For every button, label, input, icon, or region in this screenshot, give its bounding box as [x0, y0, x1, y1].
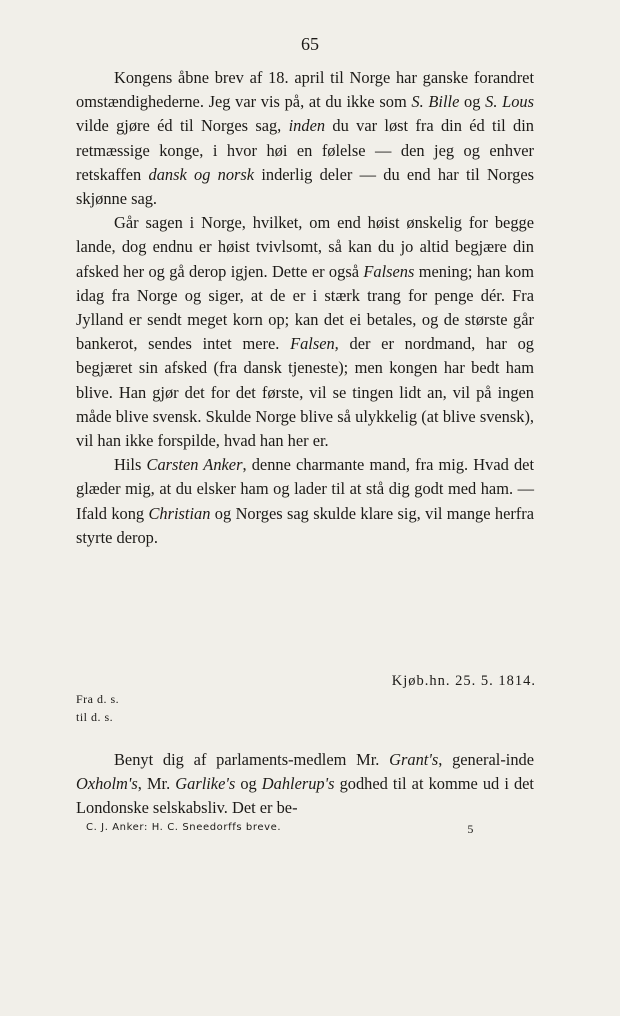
paragraph: [76, 211, 534, 453]
sheet-signature: 5: [467, 822, 474, 836]
page-footer: [86, 822, 474, 836]
text-run: godhed til at komme ud i det Londonske selskabsliv. Det er be-: [76, 774, 534, 818]
sender-note: [76, 690, 119, 726]
text-run: inderlig deler — du end har til Norges skjønne sag.: [76, 164, 534, 209]
text-run: og: [459, 92, 486, 112]
text-run: Går sagen i Norge, hvilket, om end høist ønskelig for begge lande, dog endnu er høist tvivlsomt, så kan du jo altid begjære din afsked her og gå derop igjen. Dette er også: [76, 213, 534, 281]
text-run: du var løst fra din éd til din retmæssige konge, i hvor høi en følelse — den jeg og enhver retskaffen: [76, 116, 534, 184]
paragraph: [76, 453, 534, 550]
italic-phrase: inden: [288, 116, 326, 136]
text-run: , general-inde: [438, 750, 534, 769]
italic-phrase: S. Lous: [485, 92, 534, 112]
italic-phrase: S. Bille: [411, 92, 460, 112]
text-run: Hils: [114, 455, 147, 475]
paragraph: [76, 66, 534, 211]
text-run: og Norges sag skulde klare sig, vil mange herfra styrte derop.: [76, 503, 534, 547]
text-run: , Mr.: [137, 774, 176, 794]
italic-phrase: dansk og norsk: [148, 164, 255, 184]
text-run: Kongens åbne brev af 18. april til Norge har ganske forandret omstændighederne. Jeg var vis på, at du ikke som: [76, 68, 534, 112]
italic-phrase: Falsens: [363, 261, 415, 281]
text-run: mening; han kom idag fra Norge og siger, at de er i stærk trang for penge dér. Fra Jylland er sendt meget korn op; kan det ei betales, og de største går bankerot, sendes intet mere.: [76, 261, 534, 354]
letter-body: [76, 66, 534, 550]
text-run: vilde gjøre éd til Norges sag,: [76, 116, 289, 136]
italic-phrase: Falsen,: [290, 334, 339, 354]
italic-phrase: Oxholm's: [76, 774, 138, 794]
italic-phrase: Christian: [148, 503, 211, 523]
italic-phrase: Carsten Anker: [146, 455, 243, 475]
text-run: der er nordmand, har og begjæret sin afsked (fra dansk tjeneste); men kongen har bedt ham blive. Han gjør det for det første, vil se tingen lidt an, vil på ingen måde blive svensk. Skulde Norge blive så ulykkelig (at blive svensk), vil han ikke forspilde, hvad han her er.: [76, 334, 534, 451]
italic-phrase: Garlike's: [175, 774, 236, 794]
sender-line-to: til d. s.: [76, 710, 114, 724]
text-run: og: [235, 774, 262, 794]
text-run: , denne charmante mand, fra mig. Hvad det glæder mig, at du elsker ham og lader til at stå dig godt med ham. — Ifald kong: [76, 455, 535, 523]
italic-phrase: Grant's: [389, 750, 439, 769]
page-number: 65: [301, 34, 319, 54]
text-run: Benyt dig af parlaments-medlem Mr.: [114, 750, 390, 769]
sender-line-from: Fra d. s.: [76, 692, 120, 706]
paragraph: [76, 748, 534, 821]
footer-title: C. J. Anker: H. C. Sneedorffs breve.: [86, 822, 282, 833]
dateline: Kjøb.hn. 25. 5. 1814.: [391, 673, 536, 689]
italic-phrase: Dahlerup's: [261, 774, 335, 794]
next-letter-body: [76, 748, 534, 821]
